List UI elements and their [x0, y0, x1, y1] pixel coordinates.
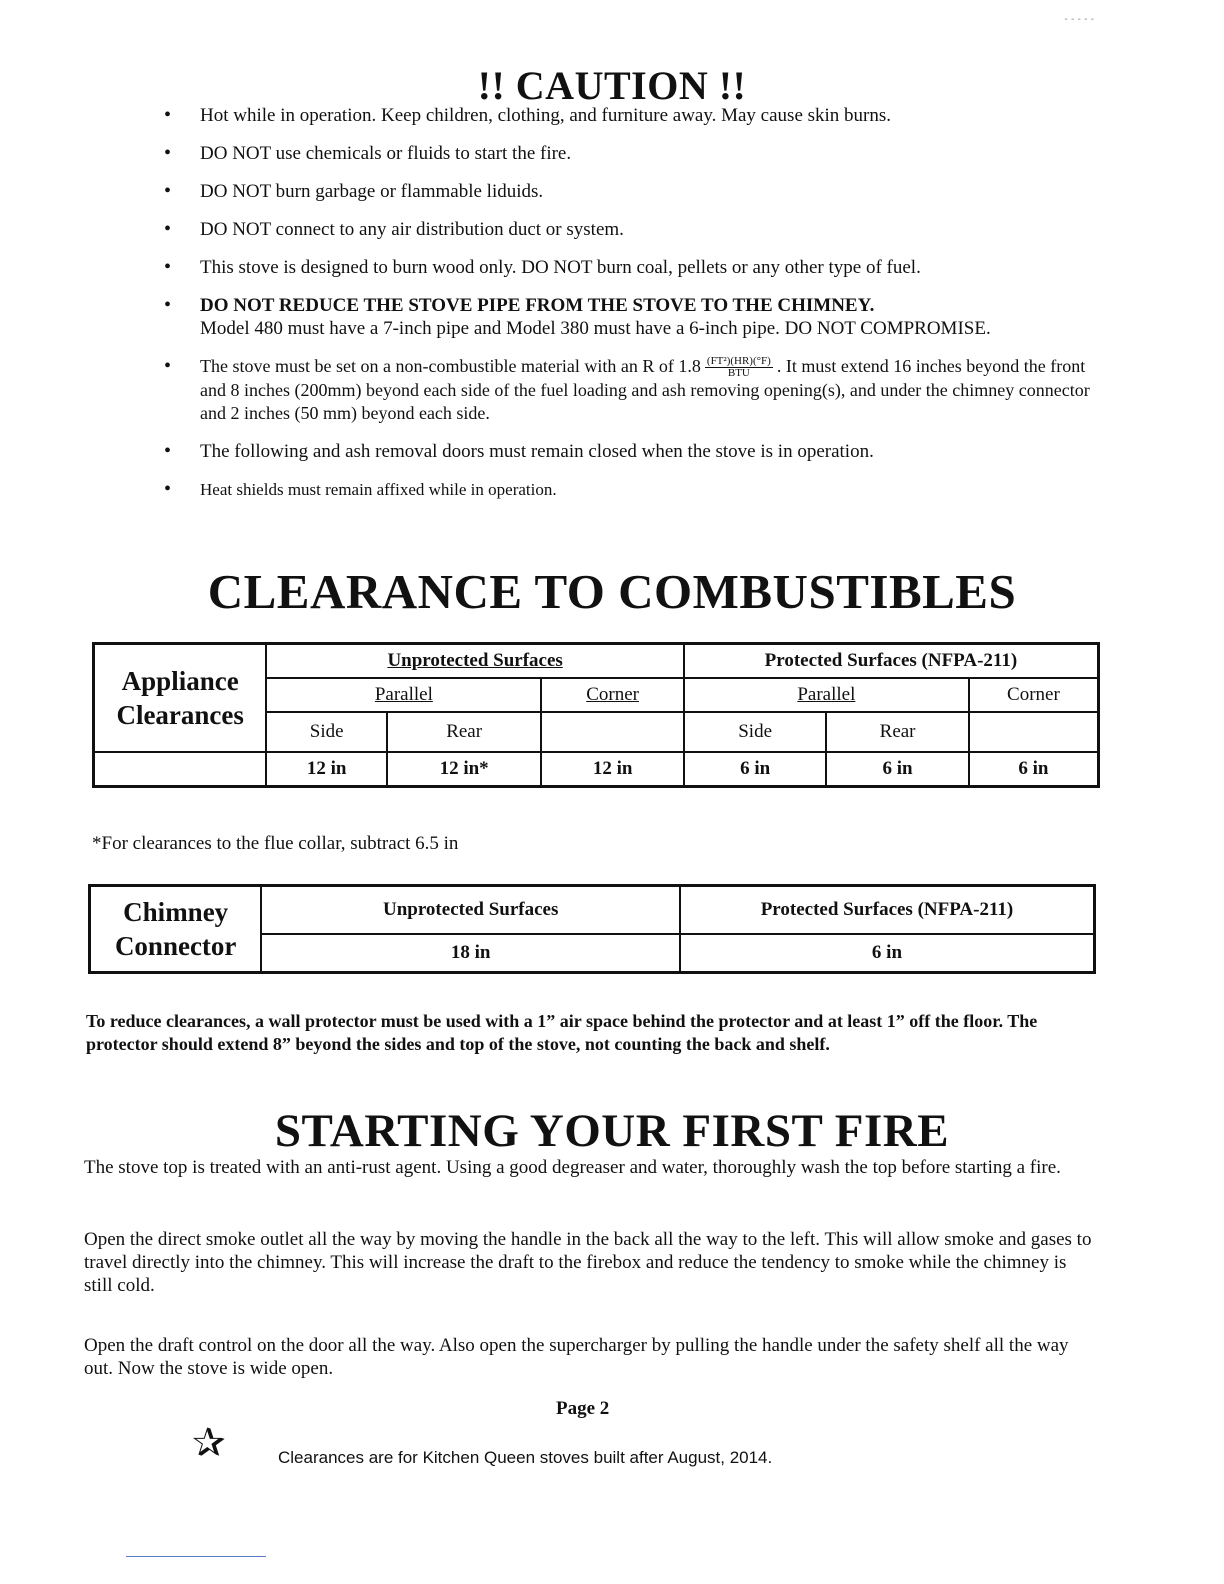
unprotected-rear-header: Rear	[387, 712, 541, 752]
first-fire-paragraph-1: The stove top is treated with an anti-rust agent. Using a good degreaser and water, thoroughly wash the top before starting a fire.	[84, 1157, 1061, 1178]
star-icon: ✰	[192, 1420, 226, 1466]
caution-item-pipe	[160, 294, 1100, 340]
unprotected-side-header: Side	[266, 712, 387, 752]
r-value-text: The stove must be set on a non-combustible material with an R of 1.8	[200, 356, 701, 376]
protected-parallel-header: Parallel	[684, 678, 969, 712]
chimney-connector-table	[88, 884, 1096, 974]
protected-side-header: Side	[684, 712, 826, 752]
unprotected-surfaces-header: Unprotected Surfaces	[266, 644, 684, 678]
r-value-numerator: (FT²)(HR)(°F)	[706, 355, 771, 368]
unprotected-corner-value: 12 in	[541, 752, 684, 786]
scan-mark: - - - - -	[1064, 14, 1094, 25]
caution-title: !! CAUTION !!	[477, 63, 747, 108]
unprotected-side-value: 12 in	[266, 752, 387, 786]
empty-cell	[94, 752, 267, 786]
protected-side-value: 6 in	[684, 752, 826, 786]
first-fire-title: STARTING YOUR FIRST FIRE	[274, 1105, 950, 1157]
chimney-protected-value: 6 in	[680, 934, 1095, 972]
unprotected-parallel-header: Parallel	[266, 678, 541, 712]
unprotected-corner-header: Corner	[541, 678, 684, 712]
caution-item: • The following and ash removal doors must remain closed when the stove is in operation.	[160, 440, 1100, 463]
divider-line	[126, 1556, 266, 1557]
caution-item-r-value	[160, 355, 1100, 425]
clearance-title: CLEARANCE TO COMBUSTIBLES	[207, 564, 1017, 619]
protected-rear-header: Rear	[826, 712, 968, 752]
caution-item: • Heat shields must remain affixed while in operation.	[160, 478, 1100, 501]
r-value-denominator: BTU	[727, 367, 750, 380]
pipe-warning-body: Model 480 must have a 7-inch pipe and Model 380 must have a 6-inch pipe. DO NOT COMPROMISE.	[200, 318, 991, 339]
protected-corner-header: Corner	[969, 678, 1099, 712]
protected-corner-value: 6 in	[969, 752, 1099, 786]
r-value-fraction	[705, 356, 773, 379]
chimney-protected-header: Protected Surfaces (NFPA-211)	[680, 886, 1095, 935]
unprotected-rear-value: 12 in*	[387, 752, 541, 786]
caution-item: • Hot while in operation. Keep children, clothing, and furniture away. May cause skin burns.	[160, 104, 1100, 127]
appliance-clearance-table	[92, 642, 1100, 788]
pipe-warning-heading: DO NOT REDUCE THE STOVE PIPE FROM THE STOVE TO THE CHIMNEY.	[200, 295, 875, 316]
protected-surfaces-header: Protected Surfaces (NFPA-211)	[684, 644, 1099, 678]
empty-cell	[969, 712, 1099, 752]
chimney-unprotected-header: Unprotected Surfaces	[261, 886, 680, 935]
caution-item: • DO NOT burn garbage or flammable liduids.	[160, 180, 1100, 203]
footer-note: Clearances are for Kitchen Queen stoves built after August, 2014.	[278, 1448, 773, 1467]
caution-list	[160, 104, 1100, 516]
appliance-clearances-label: Appliance Clearances	[94, 644, 267, 753]
r-value-extension: . It must extend 16 inches beyond the front and 8 inches (200mm) beyond each side of the fuel loading and ash removing opening(s), and under the chimney connector and 2 inches (50 mm) beyond each side.	[200, 356, 1090, 424]
chimney-connector-label: Chimney Connector	[90, 886, 262, 973]
first-fire-paragraph-2: Open the direct smoke outlet all the way by moving the handle in the back all the way to the left. This will allow smoke and gases to travel directly into the chimney. This will increase the draft to the firebox and reduce the tendency to smoke while the chimney is still cold.	[84, 1229, 1092, 1296]
empty-cell	[541, 712, 684, 752]
chimney-unprotected-value: 18 in	[261, 934, 680, 972]
first-fire-paragraph-3: Open the draft control on the door all the way. Also open the supercharger by pulling the handle under the safety shelf all the way out. Now the stove is wide open.	[84, 1335, 1069, 1379]
page-number: Page 2	[556, 1398, 610, 1419]
wall-protector-text: To reduce clearances, a wall protector must be used with a 1” air space behind the protector and at least 1” off the floor. The protector should extend 8” beyond the sides and top of the stove, not counting the back and shelf.	[86, 1011, 1038, 1054]
caution-item: • This stove is designed to burn wood only. DO NOT burn coal, pellets or any other type of fuel.	[160, 256, 1100, 279]
caution-item: • DO NOT use chemicals or fluids to start the fire.	[160, 142, 1100, 165]
protected-rear-value: 6 in	[826, 752, 968, 786]
flue-collar-footnote: *For clearances to the flue collar, subtract 6.5 in	[92, 833, 459, 854]
caution-item: • DO NOT connect to any air distribution duct or system.	[160, 218, 1100, 241]
